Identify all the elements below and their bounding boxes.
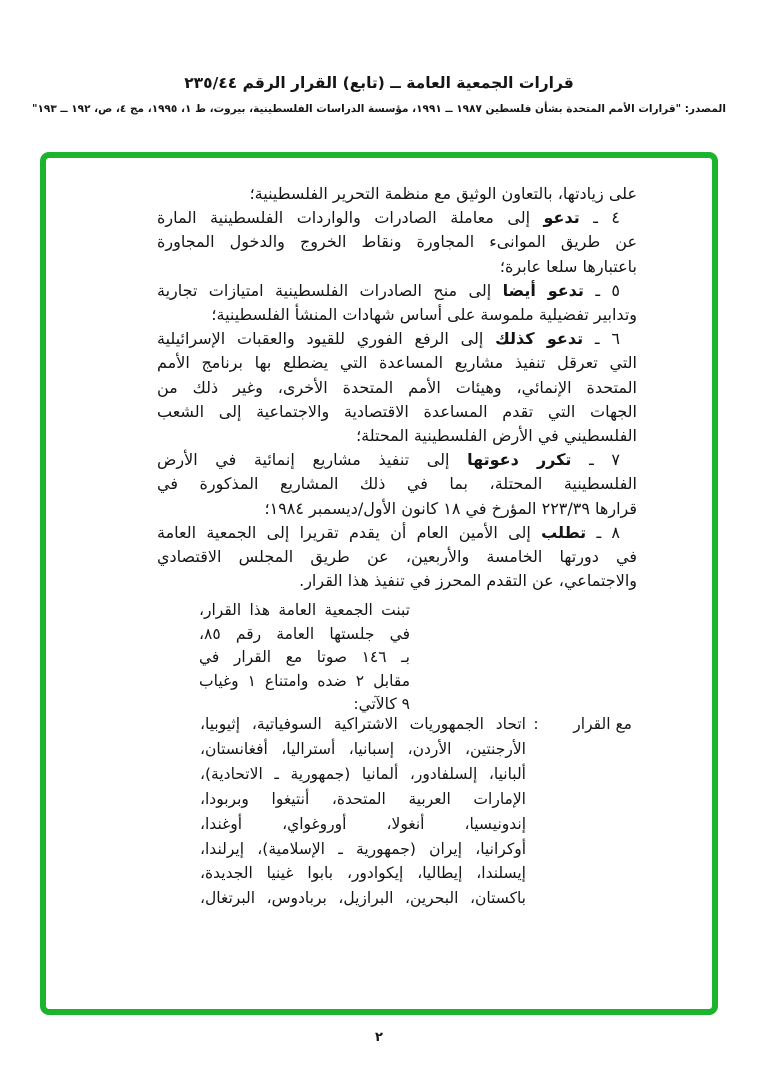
- text-line: الفلسطيني في الأرض الفلسطينية المحتلة؛: [356, 426, 637, 446]
- text-line: إيسلندا، إيطاليا، إيكوادور، بابوا غينيا الجديدة،: [200, 864, 526, 883]
- text-line: الإمارات العربية المتحدة، أنتيغوا وبربودا،: [200, 789, 526, 808]
- source-citation: المصدر: "قرارات الأمم المتحدة بشأن فلسطين ١٩٨٧ ــ ١٩٩١، مؤسسة الدراسات الفلسطينية، بيروت، ط ١، ١٩٩٥، مج ٤، ص، ١٩٢ ــ ١٩٣": [32, 103, 726, 115]
- text-line: التي تعرقل تنفيذ مشاريع المساعدة التي يضطلع بها برنامج الأمم: [157, 353, 637, 373]
- vote-in-favour-countries: [200, 712, 526, 911]
- text-line: الجهات التي تقدم المساعدة الاقتصادية والاجتماعية إلى الشعب: [157, 401, 637, 421]
- text-line: باكستان، البحرين، البرازيل، بربادوس، البرتغال،: [200, 889, 526, 908]
- text-line: عن طريق الموانىء المجاورة ونقاط الخروج والدخول المجاورة: [157, 232, 637, 252]
- text-line: في جلستها العامة رقم ٨٥،: [199, 624, 410, 643]
- text-line: بـ ١٤٦ صوتا مع القرار في: [199, 648, 410, 666]
- text-line: أوكرانيا، إيران (جمهورية ـ الإسلامية)، إيرلندا،: [200, 839, 526, 858]
- text-line: اتحاد الجمهوريات الاشتراكية السوفياتية، إثيوبيا،: [200, 715, 526, 733]
- text-line: قرارها ٢٢٣/٣٩ المؤرخ في ١٨ كانون الأول/ديسمبر ١٩٨٤؛: [264, 498, 637, 518]
- text-line: تبنت الجمعية العامة هذا القرار،: [199, 601, 410, 619]
- text-line: إندونيسيا، أنغولا، أوروغواي، أوغندا،: [200, 814, 526, 833]
- text-line: مقابل ٢ ضده وامتناع ١ وغياب: [199, 671, 410, 690]
- vote-record: [200, 712, 632, 911]
- text-line: الفلسطينية المحتلة، بما في ذلك المشاريع المذكورة في: [157, 474, 637, 494]
- resolution-body-text: [157, 182, 637, 593]
- text-line: ٥ ـ تدعو أيضا إلى منح الصادرات الفلسطينية امتيازات تجارية: [157, 280, 620, 300]
- page-number: ٢: [375, 1030, 383, 1045]
- text-line: ٩ كالآتي:: [353, 695, 410, 713]
- text-line: ألبانيا، إلسلفادور، ألمانيا (جمهورية ـ الاتحادية)،: [200, 764, 526, 783]
- text-line: المتحدة الإنمائي، وهيئات الأمم المتحدة الأخرى، وغير ذلك من: [157, 377, 637, 397]
- vote-in-favour-label: مع القرار: [573, 715, 632, 733]
- text-line: على زيادتها، بالتعاون الوثيق مع منظمة التحرير الفلسطينية؛: [249, 184, 637, 203]
- text-line: ٨ ـ تطلب إلى الأمين العام أن يقدم تقريرا إلى الجمعية العامة: [157, 522, 621, 542]
- text-line: الأرجنتين، الأردن، إسبانيا، أستراليا، أفغانستان،: [200, 739, 526, 758]
- text-line: ٧ ـ تكرر دعوتها إلى تنفيذ مشاريع إنمائية في الأرض: [157, 450, 620, 470]
- text-line: باعتبارها سلعا عابرة؛: [499, 256, 637, 276]
- text-line: ٤ ـ تدعو إلى معاملة الصادرات والواردات الفلسطينية المارة: [157, 208, 621, 228]
- text-line: في دورتها الخامسة والأربعين، عن طريق المجلس الاقتصادي: [157, 547, 637, 567]
- text-line: ٦ ـ تدعو كذلك إلى الرفع الفوري للقيود والعقبات الإسرائيلية: [157, 329, 621, 349]
- vote-colon: :: [533, 715, 539, 733]
- page-title: قرارات الجمعية العامة ــ (تابع) القرار الرقم ٢٣٥/٤٤: [184, 74, 574, 92]
- text-line: والاجتماعي، عن التقدم المحرز في تنفيذ هذا القرار.: [299, 571, 637, 591]
- text-line: وتدابير تفضيلية ملموسة على أساس شهادات المنشأ الفلسطينية؛: [211, 305, 637, 325]
- adoption-statement: [199, 599, 410, 717]
